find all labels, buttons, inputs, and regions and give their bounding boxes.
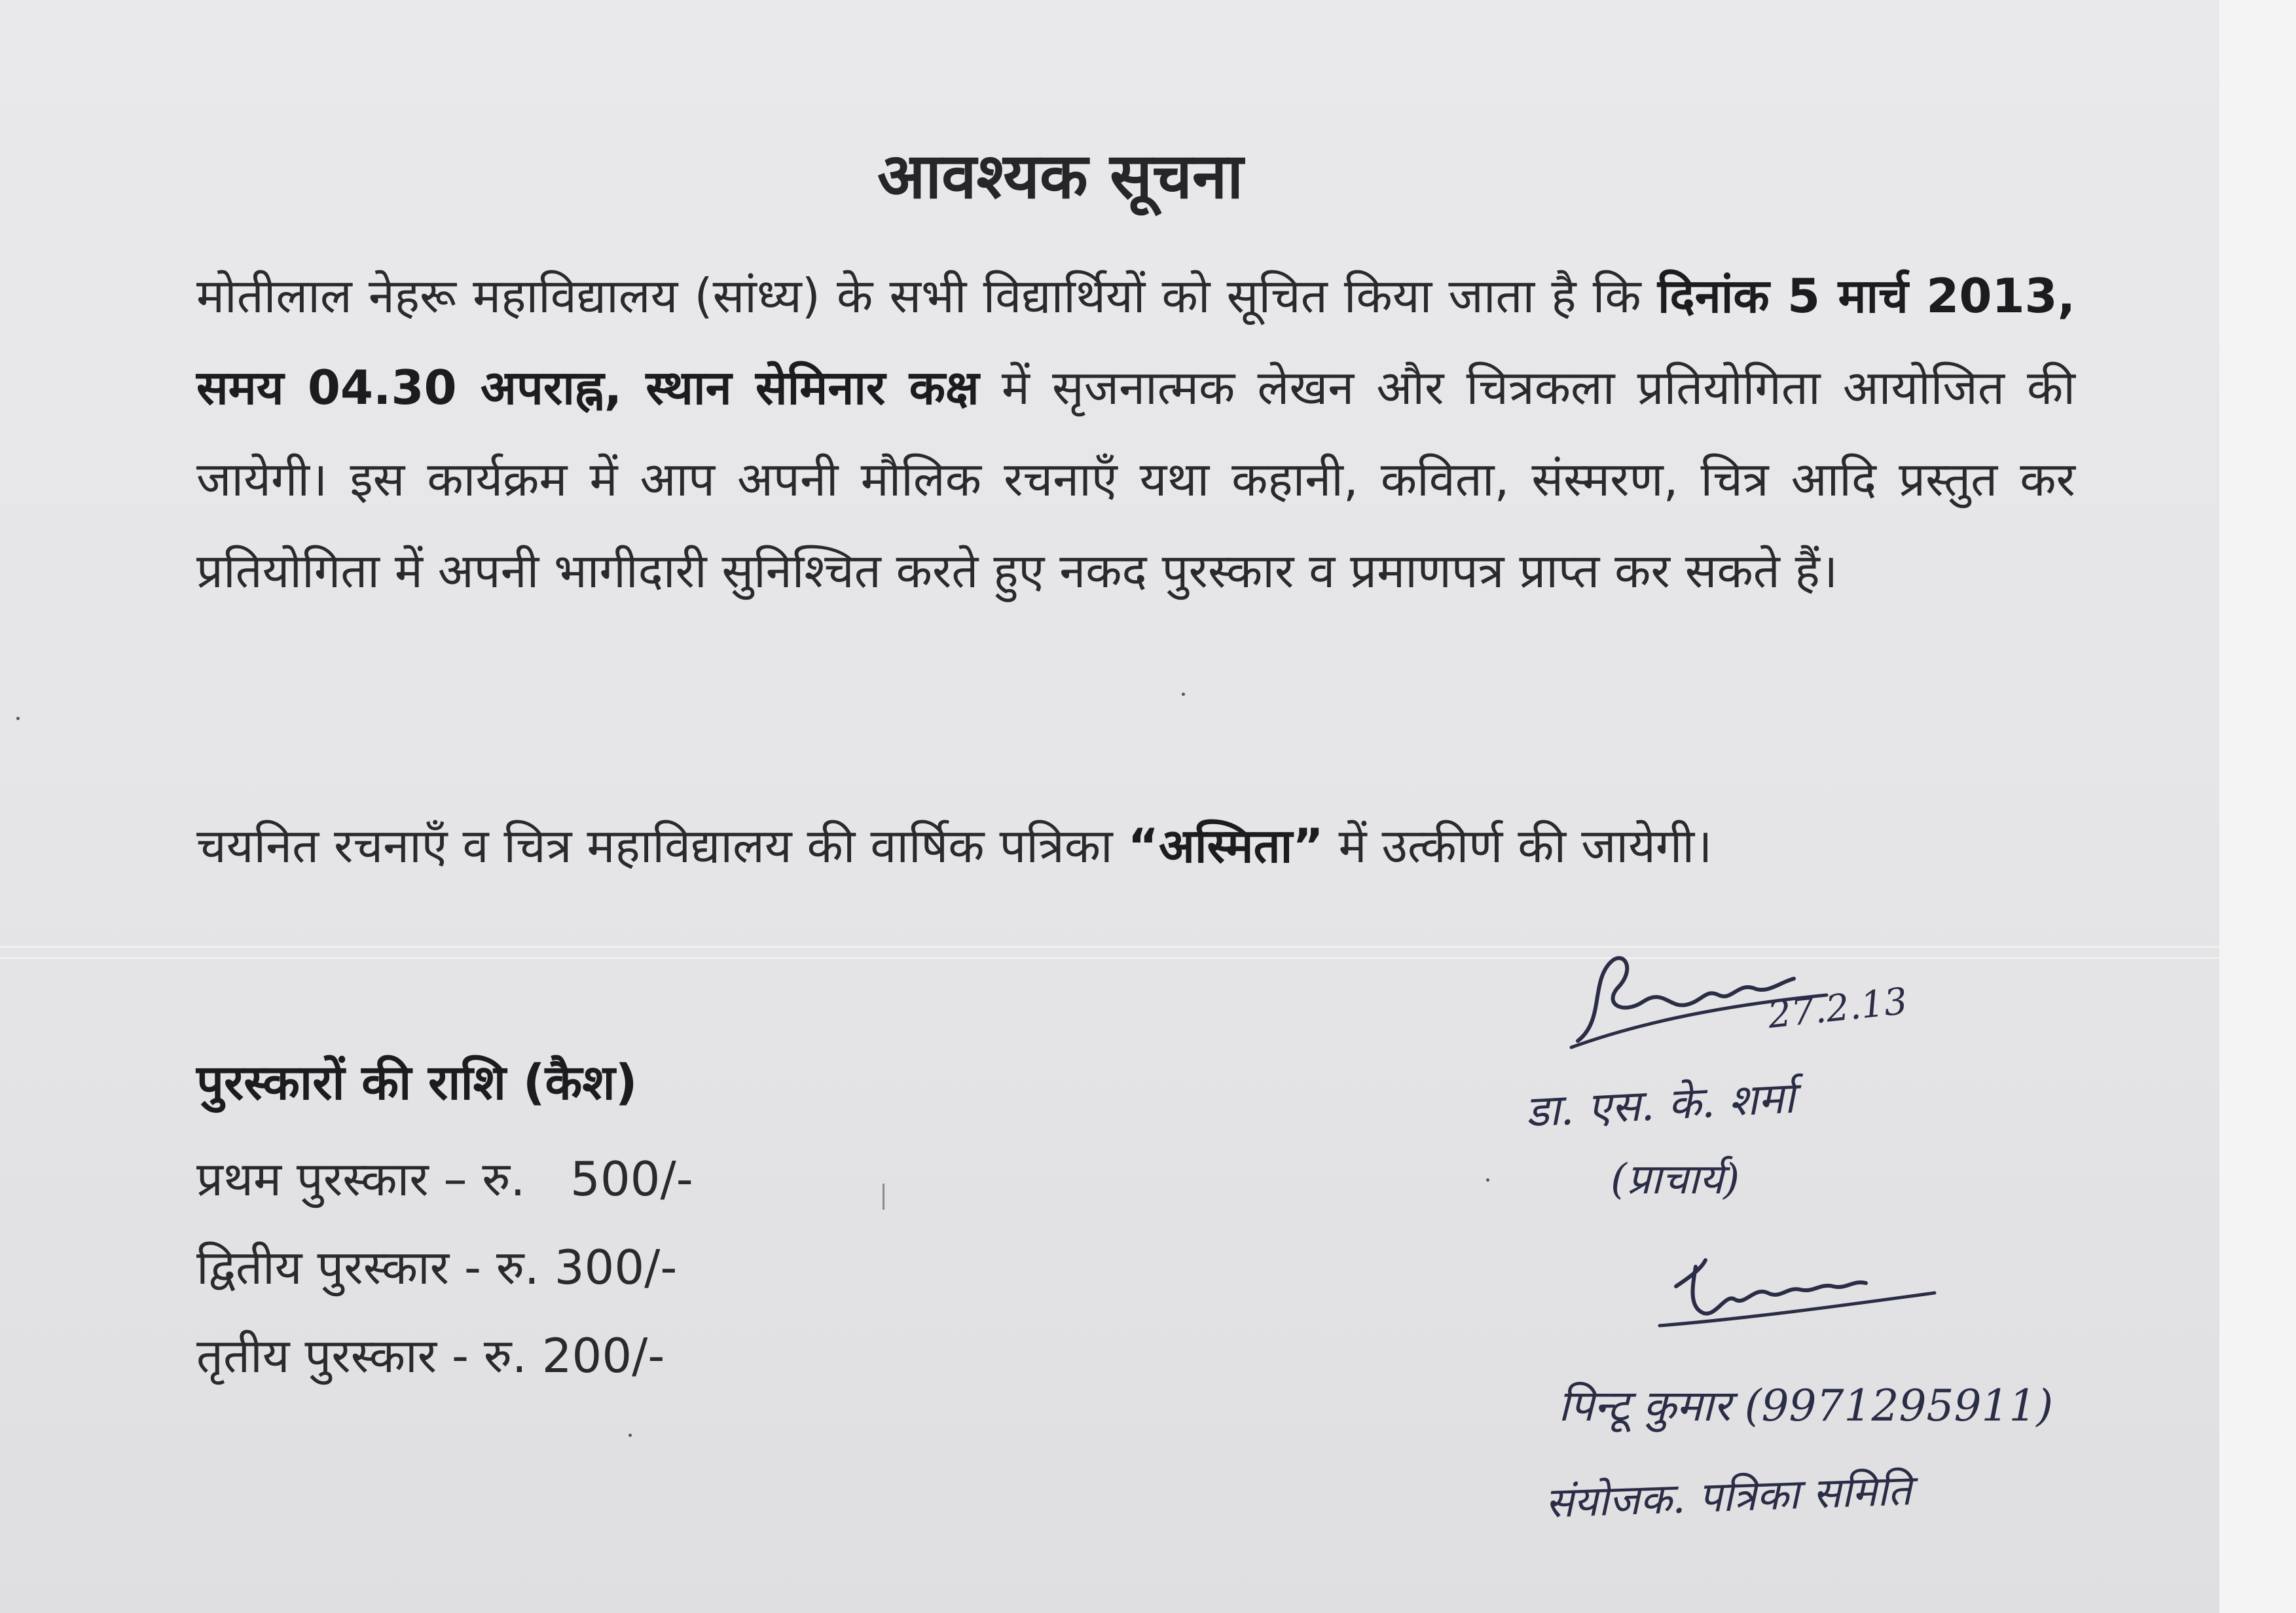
- principal-name: डा. एस. के. शर्मा: [1524, 1072, 1796, 1137]
- body-text-segment: चयनित रचनाएँ व चित्र महाविद्यालय की वार्षिक पत्रिका: [196, 818, 1128, 873]
- convener-signature: [1656, 1247, 1938, 1358]
- emphasis-text: दिनांक 5 मार्च 2013, समय 04.30 अपराह्न, स्थान सेमिनार कक्ष: [196, 268, 2075, 415]
- pen-mark: [883, 1184, 884, 1210]
- notice-title: आवश्यक सूचना: [877, 139, 1244, 213]
- body-text-segment: में उत्कीर्ण की जायेगी।: [1323, 818, 1713, 873]
- dust-speck: [1486, 1178, 1489, 1182]
- principal-role: (प्राचार्य): [1611, 1155, 1740, 1204]
- prize-heading: पुरस्कारों की राशि (कैश): [196, 1055, 638, 1111]
- dust-speck: [16, 717, 20, 720]
- body-text-segment: मोतीलाल नेहरू महाविद्यालय (सांध्य) के सभी विद्यार्थियों को सूचित किया जाता है कि: [196, 268, 1658, 323]
- prize-third: तृतीय पुरस्कार - रु. 200/-: [196, 1328, 665, 1383]
- principal-signature-date: 27.2.13: [1766, 980, 1910, 1037]
- fold-line: [0, 946, 2219, 948]
- body-text-segment: में सृजनात्मक लेखन और चित्रकला प्रतियोगिता आयोजित की जायेगी। इस कार्यक्रम में आप अपनी मौलिक रचनाएँ यथा कहानी, कविता, संस्मरण, चित्र आदि प्रस्तुत कर प्रतियोगिता में अपनी भागीदारी सुनिश्चित करते हुए नकद पुरस्कार व प्रमाणपत्र प्राप्त कर सकते हैं।: [196, 360, 2075, 598]
- convener-role: संयोजक. पत्रिका समिति: [1544, 1466, 1913, 1528]
- emphasis-text: “अस्मिता”: [1127, 818, 1324, 873]
- dust-speck: [1182, 693, 1185, 696]
- scan-edge: [2219, 0, 2296, 1613]
- notice-paragraph-1: [196, 250, 2075, 617]
- fold-line: [0, 957, 2219, 959]
- prize-first: प्रथम पुरस्कार – रु. 500/-: [196, 1151, 693, 1206]
- notice-paragraph-2: [196, 800, 2075, 892]
- convener-name: पिन्टू कुमार (9971295911): [1558, 1381, 2054, 1431]
- dust-speck: [629, 1434, 632, 1437]
- prize-second: द्वितीय पुरस्कार - रु. 300/-: [196, 1240, 678, 1295]
